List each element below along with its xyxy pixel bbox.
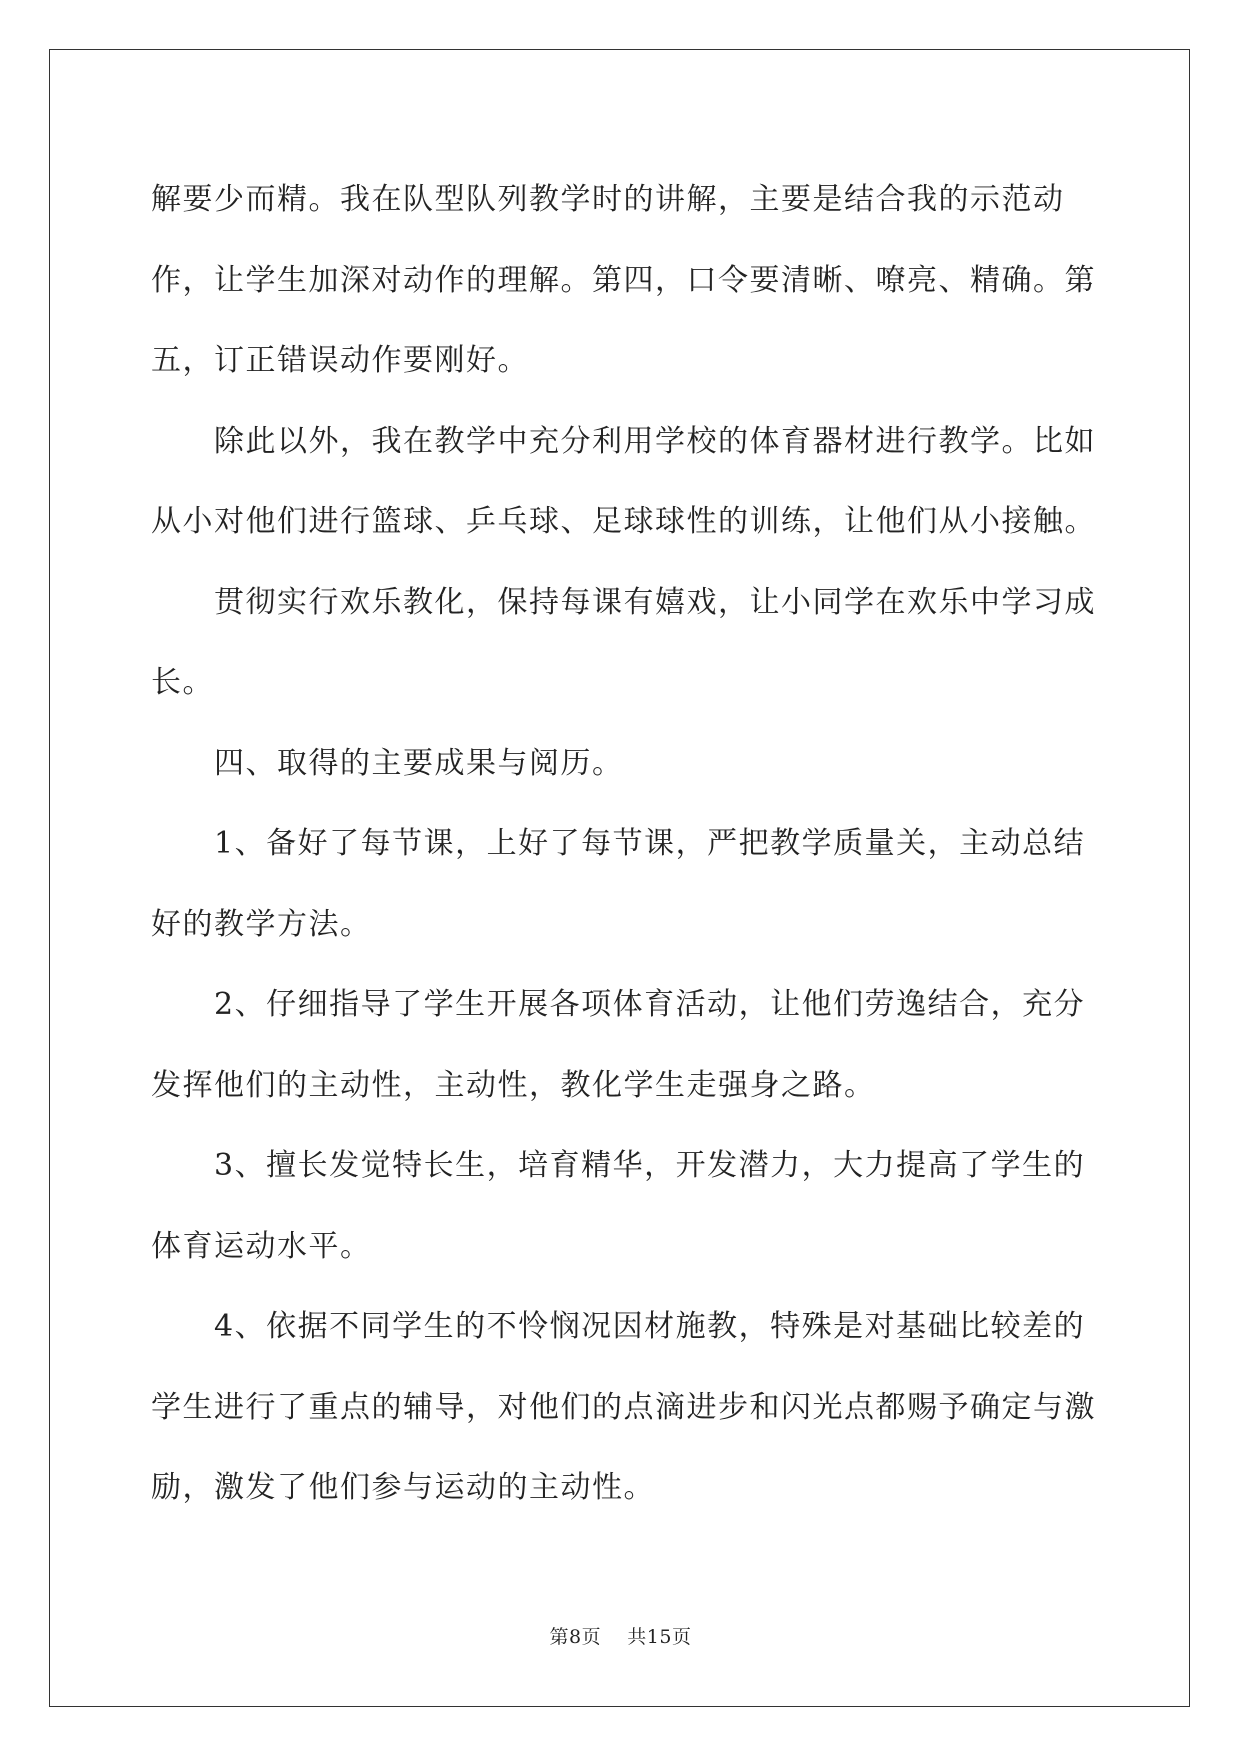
list-item-3: 3、擅长发觉特长生，培育精华，开发潜力，大力提高了学生的体育运动水平。 xyxy=(151,1148,1086,1264)
page-footer xyxy=(0,1622,1241,1649)
total-suffix: 页 xyxy=(671,1626,692,1648)
page-current: 8 xyxy=(569,1626,582,1648)
page-prefix: 第 xyxy=(549,1626,569,1648)
total-prefix: 共 xyxy=(627,1626,647,1648)
section-heading: 四、取得的主要成果与阅历。 xyxy=(214,745,624,781)
list-item-1: 1、备好了每节课，上好了每节课，严把教学质量关，主动总结好的教学方法。 xyxy=(151,826,1086,942)
paragraph-2: 除此以外，我在教学中充分利用学校的体育器材进行教学。比如从小对他们进行篮球、乒乓球、足球球性的训练，让他们从小接触。 xyxy=(151,423,1096,539)
paragraph-3: 贯彻实行欢乐教化，保持每课有嬉戏，让小同学在欢乐中学习成长。 xyxy=(151,584,1096,700)
paragraph-1: 解要少而精。我在队型队列教学时的讲解，主要是结合我的示范动作，让学生加深对动作的理解。第四，口令要清晰、嘹亮、精确。第五，订正错误动作要刚好。 xyxy=(151,182,1096,378)
document-body xyxy=(151,160,1116,1529)
list-item-2: 2、仔细指导了学生开展各项体育活动，让他们劳逸结合，充分发挥他们的主动性，主动性，教化学生走强身之路。 xyxy=(151,987,1086,1103)
page-suffix: 页 xyxy=(581,1626,602,1648)
list-item-4: 4、依据不同学生的不怜悯况因材施教，特殊是对基础比较差的学生进行了重点的辅导，对他们的点滴进步和闪光点都赐予确定与激励，激发了他们参与运动的主动性。 xyxy=(151,1309,1096,1505)
page-total: 15 xyxy=(646,1626,672,1648)
